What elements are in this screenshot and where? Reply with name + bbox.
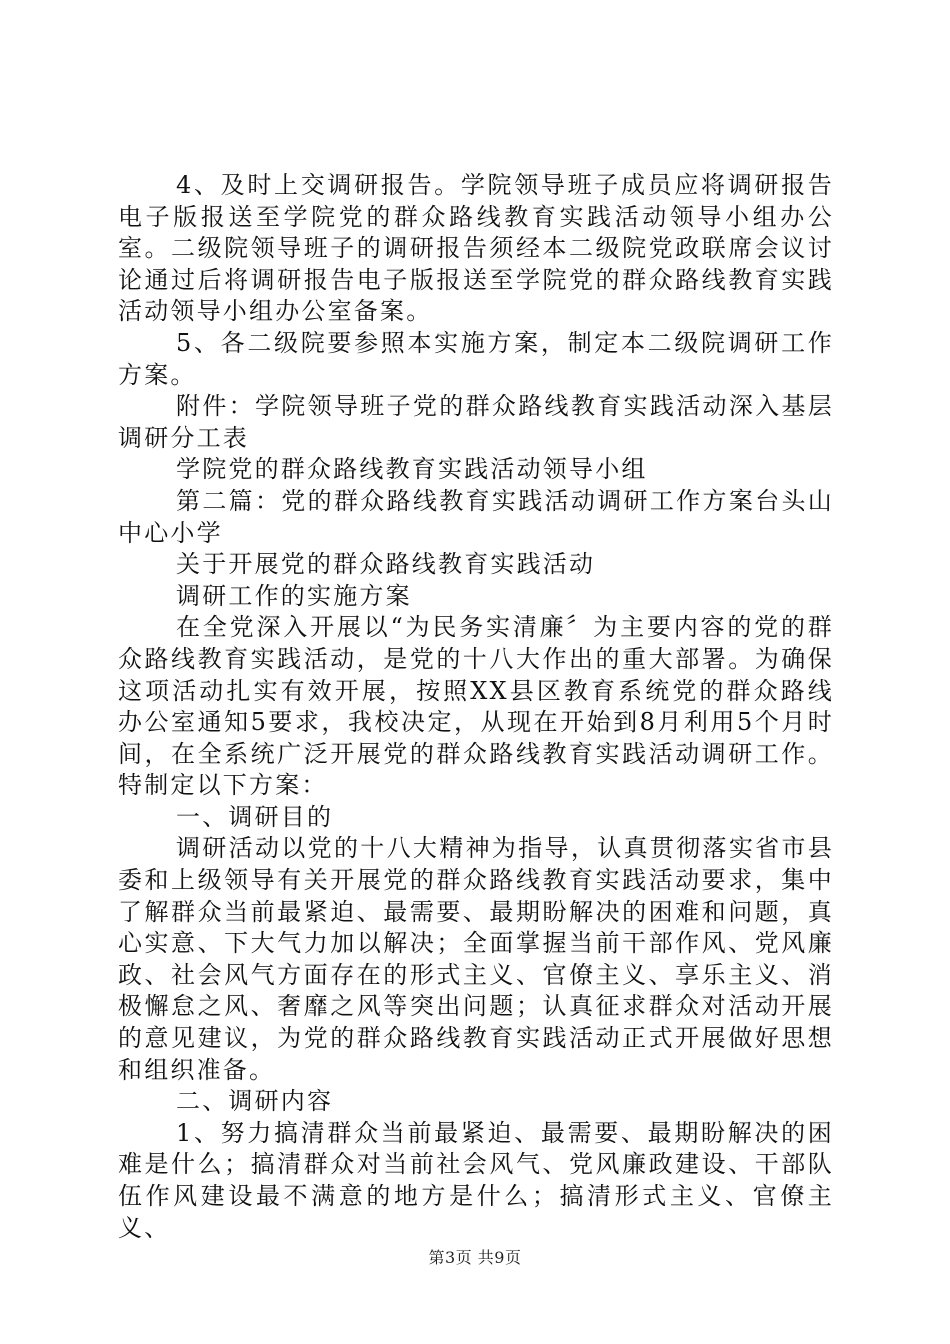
section-heading-content: 二、调研内容 [176,1087,334,1116]
section-heading-purpose: 一、调研目的 [176,802,334,831]
paragraph-content-item-1: 1、努力搞清群众当前最紧迫、最需要、最期盼解决的困难是什么；搞清群众对当前社会风气、党风廉政建设、干部队伍作风建设最不满意的地方是什么；搞清形式主义、官僚主义、 [118,1118,834,1242]
paragraph-heading-line-1: 关于开展党的群众路线教育实践活动 [176,550,596,579]
paragraph-report-submission: 4、及时上交调研报告。学院领导班子成员应将调研报告电子版报送至学院党的群众路线教育实践活动领导小组办公室。二级院领导班子的调研报告须经本二级院党政联席会议讨论通过后将调研报告电子版报送至学院党的群众路线教育实践活动领导小组办公室备案。 [118,171,834,326]
page-footer: 第3页 共9页 [428,1248,522,1267]
paragraph-introduction: 在全党深入开展以“为民务实清廉〞为主要内容的党的群众路线教育实践活动，是党的十八大作出的重大部署。为确保这项活动扎实有效开展，按照XX县区教育系统党的群众路线办公室通知5要求，我校决定，从现在开始到8月利用5个月时间，在全系统广泛开展党的群众路线教育实践活动调研工作。特制定以下方案： [118,613,834,800]
document-body [118,170,834,1244]
paragraph-second-article-title: 第二篇：党的群众路线教育实践活动调研工作方案台头山中心小学 [118,486,834,547]
paragraph-signature-group: 学院党的群众路线教育实践活动领导小组 [176,455,648,484]
paragraph-heading-line-2: 调研工作的实施方案 [176,581,412,610]
paragraph-implementation-plan: 5、各二级院要参照本实施方案，制定本二级院调研工作方案。 [118,328,834,389]
paragraph-attachment: 附件：学院领导班子党的群众路线教育实践活动深入基层调研分工表 [118,392,834,452]
paragraph-purpose: 调研活动以党的十八大精神为指导，认真贯彻落实省市县委和上级领导有关开展党的群众路线教育实践活动要求，集中了解群众当前最紧迫、最需要、最期盼解决的困难和问题，真心实意、下大气力加以解决；全面掌握当前干部作风、党风廉政、社会风气方面存在的形式主义、官僚主义、享乐主义、消极懈怠之风、奢靡之风等突出问题；认真征求群众对活动开展的意见建议，为党的群众路线教育实践活动正式开展做好思想和组织准备。 [118,834,834,1084]
